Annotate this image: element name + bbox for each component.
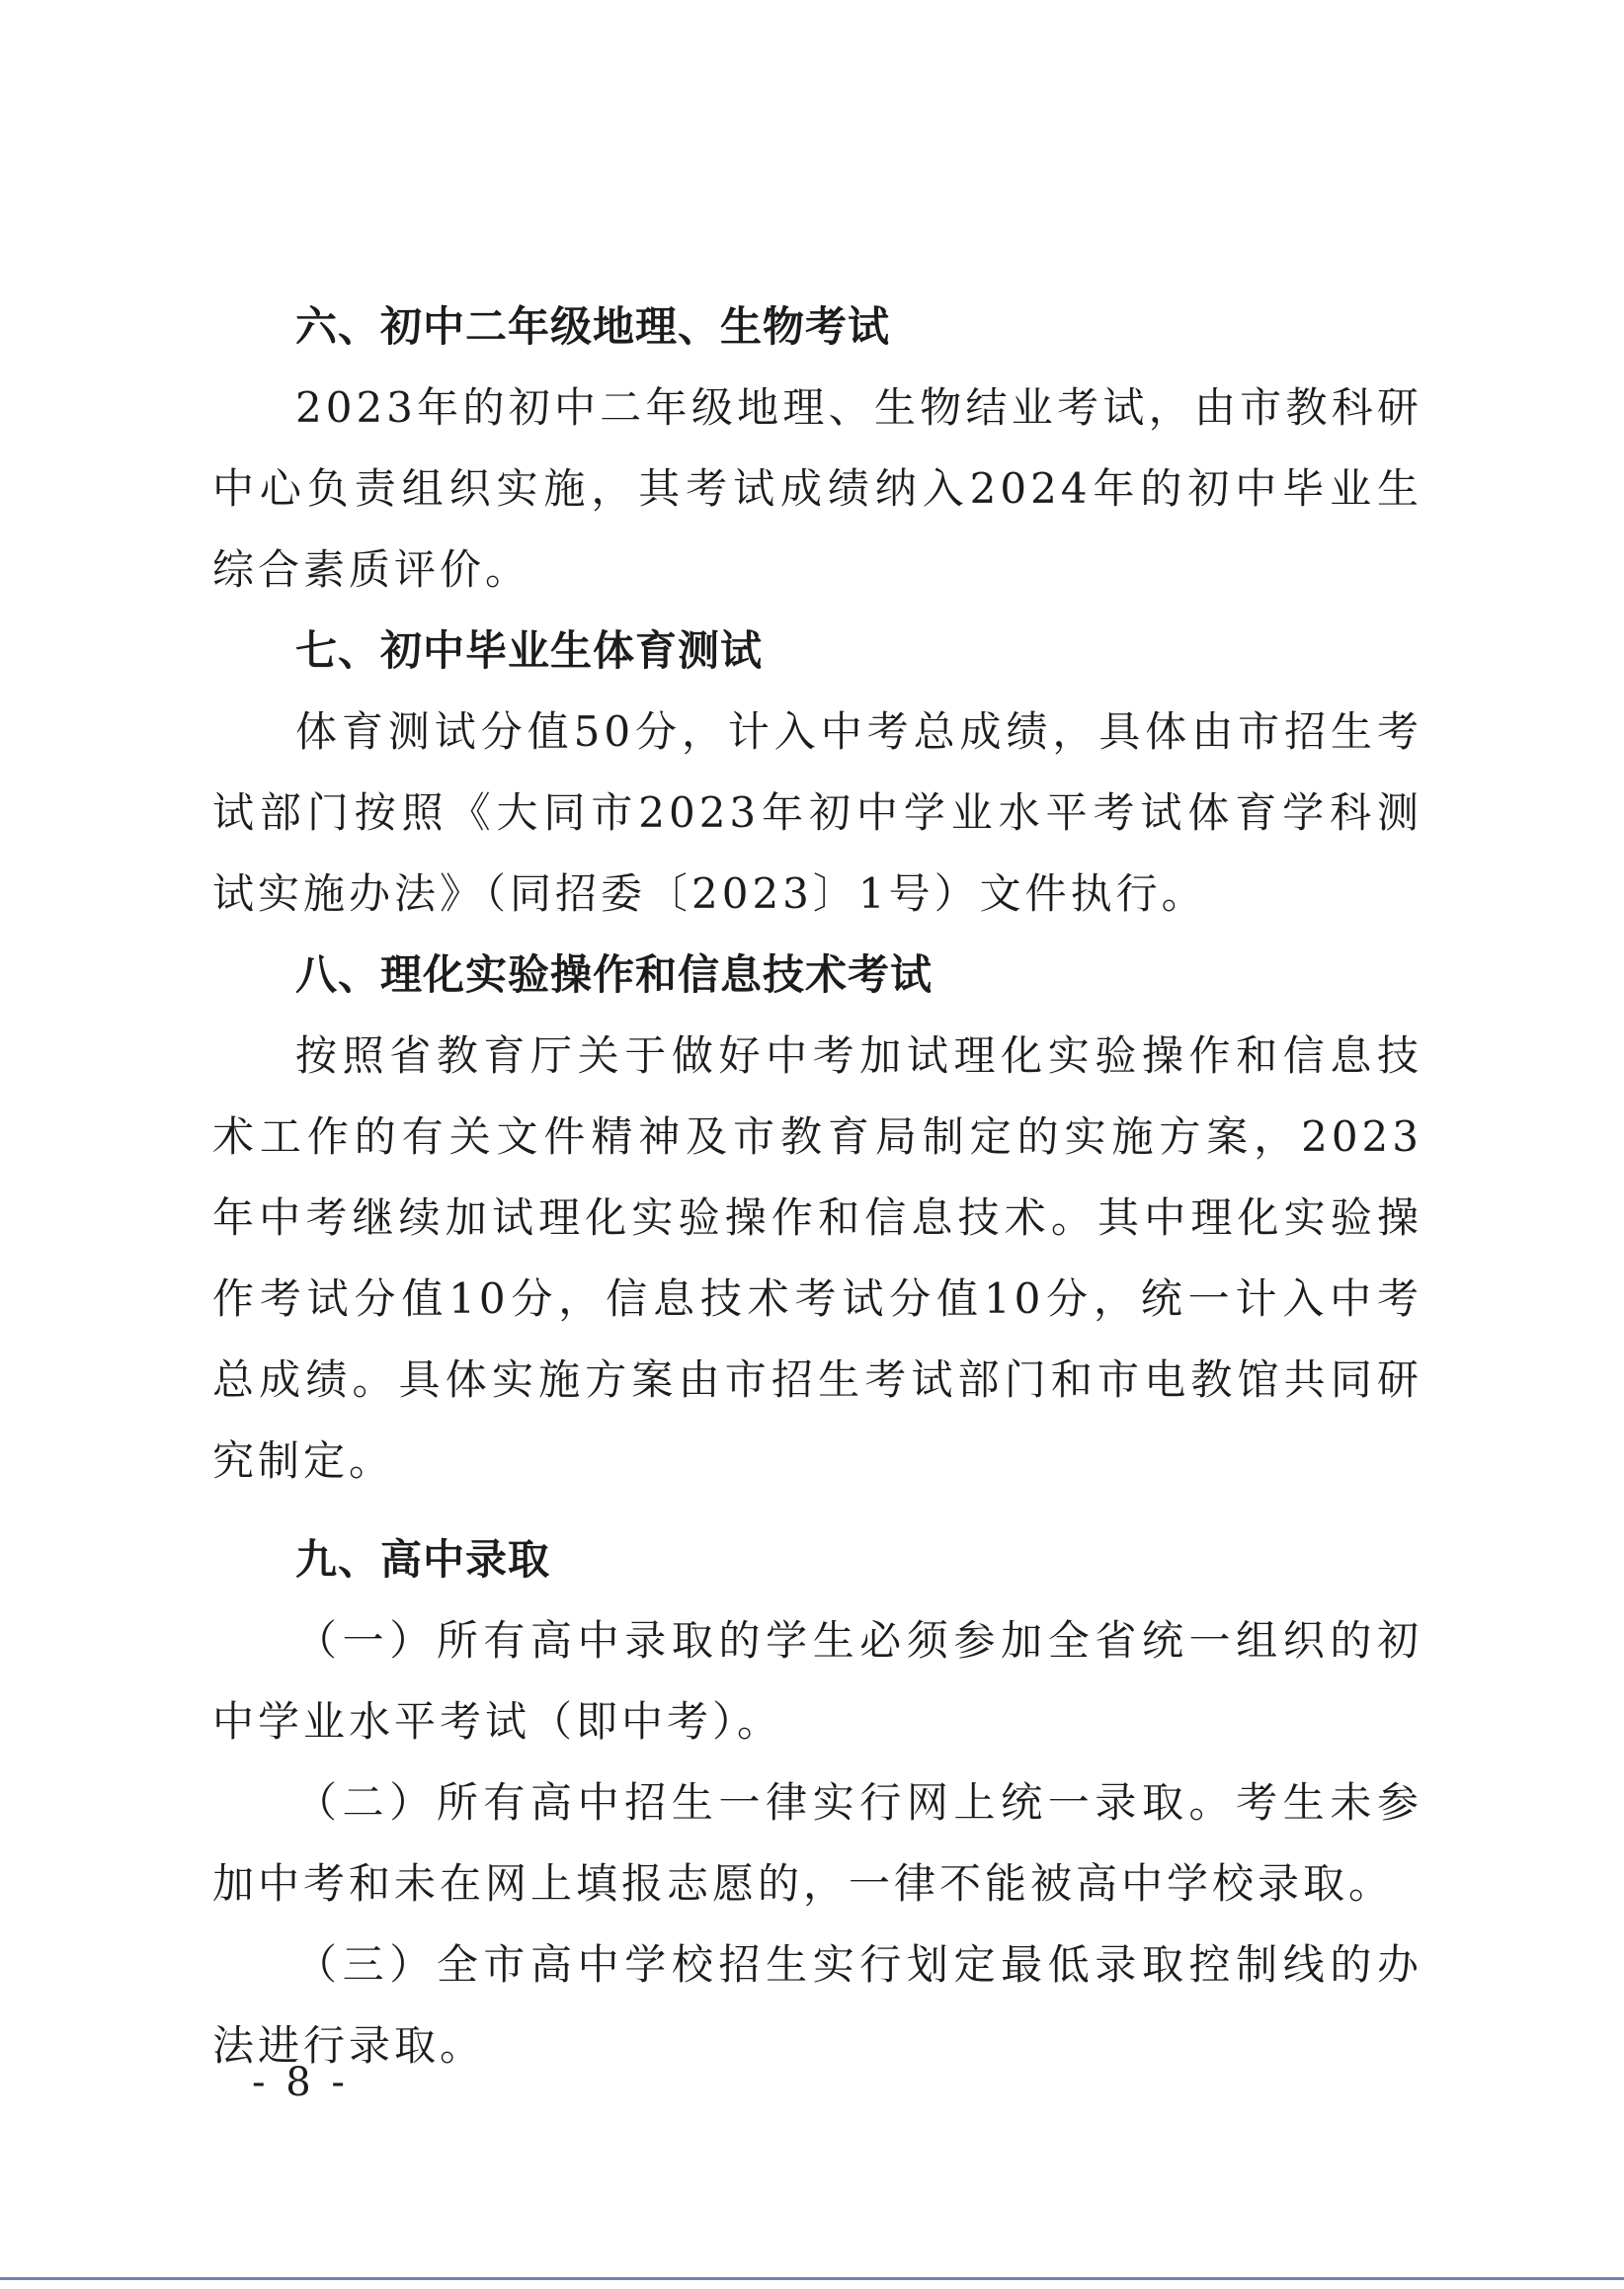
document-body <box>212 286 1422 2086</box>
section-9-item-2: （二）所有高中招生一律实行网上统一录取。考生未参加中考和未在网上填报志愿的，一律不能被高中学校录取。 <box>212 1778 1422 1908</box>
spacer <box>212 1502 1422 1519</box>
section-heading-6: 六、初中二年级地理、生物考试 <box>295 302 891 351</box>
section-6-paragraph: 2023年的初中二年级地理、生物结业考试，由市教科研中心负责组织实施，其考试成绩纳入2024年的初中毕业生综合素质评价。 <box>212 383 1422 594</box>
section-8-paragraph: 按照省教育厅关于做好中考加试理化实验操作和信息技术工作的有关文件精神及市教育局制定的实施方案，2023年中考继续加试理化实验操作和信息技术。其中理化实验操作考试分值10分，信息技术考试分值10分，统一计入中考总成绩。具体实施方案由市招生考试部门和市电教馆共同研究制定。 <box>212 1031 1422 1485</box>
page-number: - 8 - <box>252 2060 349 2105</box>
section-9-item-3: （三）全市高中学校招生实行划定最低录取控制线的办法进行录取。 <box>212 1940 1422 2070</box>
section-heading-9: 九、高中录取 <box>295 1535 551 1584</box>
section-7-paragraph: 体育测试分值50分，计入中考总成绩，具体由市招生考试部门按照《大同市2023年初中学业水平考试体育学科测试实施办法》（同招委〔2023〕1号）文件执行。 <box>212 707 1422 918</box>
section-heading-7: 七、初中毕业生体育测试 <box>295 626 764 675</box>
section-9-item-1: （一）所有高中录取的学生必须参加全省统一组织的初中学业水平考试（即中考）。 <box>212 1616 1422 1746</box>
scan-edge-line <box>0 2277 1624 2280</box>
section-heading-8: 八、理化实验操作和信息技术考试 <box>295 950 934 999</box>
